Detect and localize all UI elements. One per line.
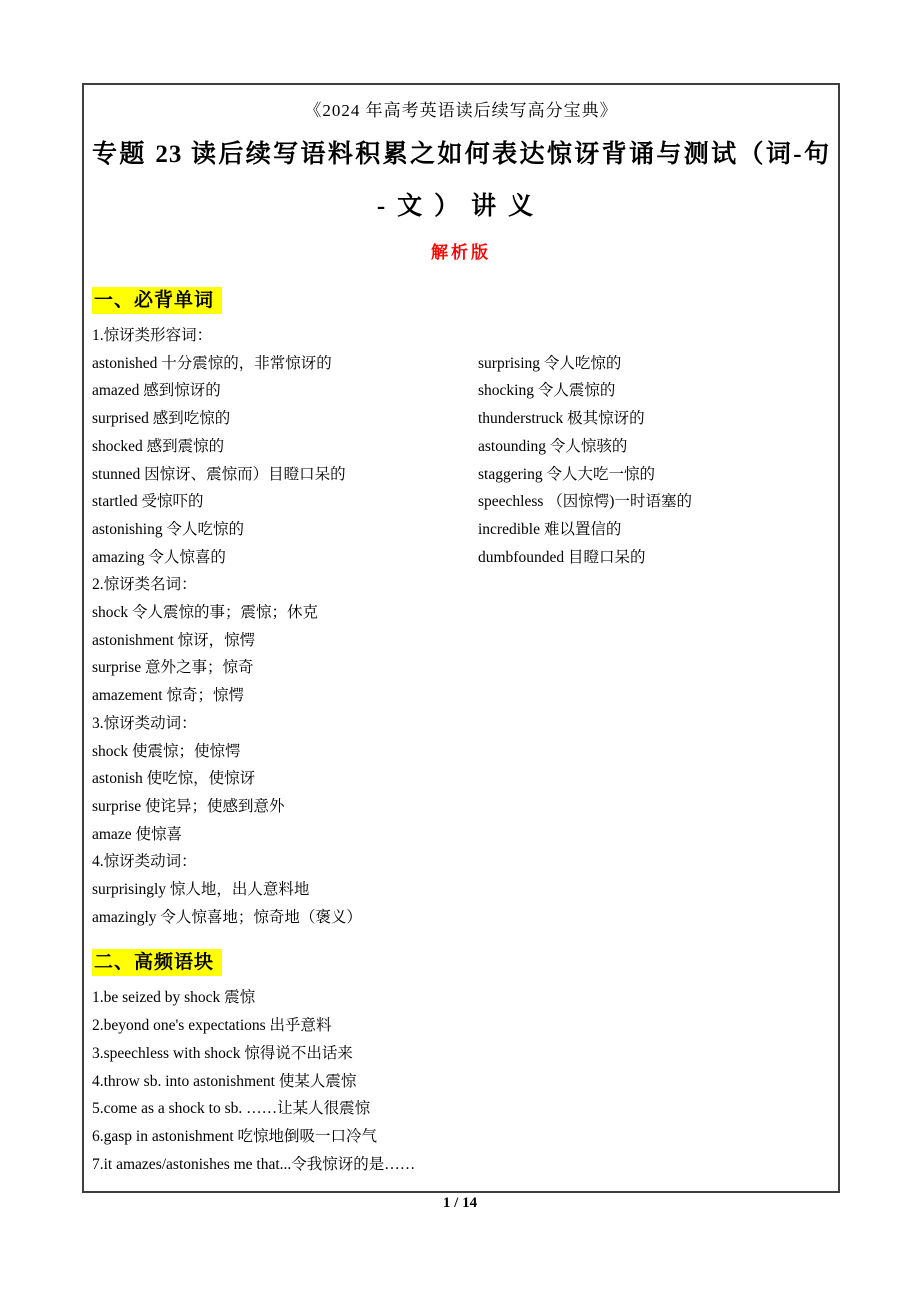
word-row bbox=[92, 571, 830, 599]
phrase-item: 1.be seized by shock 震惊 bbox=[92, 989, 256, 1007]
phrase-item: 3.speechless with shock 惊得说不出话来 bbox=[92, 1044, 353, 1062]
word-row bbox=[92, 516, 830, 544]
edition-label: 解析版 bbox=[431, 243, 491, 262]
word-cell-right: astounding 令人惊骇的 bbox=[478, 437, 628, 455]
word-cell-left: shocked 感到震惊的 bbox=[92, 437, 225, 455]
word-cell-left: surprise 使诧异；使感到意外 bbox=[92, 797, 285, 815]
word-row bbox=[92, 793, 830, 821]
word-cell-right bbox=[478, 682, 830, 710]
word-cell-right bbox=[478, 654, 830, 682]
word-cell-left: amazing 令人惊喜的 bbox=[92, 548, 226, 566]
main-title-line2: -文）讲义 bbox=[376, 193, 546, 220]
word-cell-right bbox=[478, 322, 830, 350]
word-row bbox=[92, 821, 830, 849]
word-cell-left: astonished 十分震惊的，非常惊讶的 bbox=[92, 354, 332, 372]
word-row bbox=[92, 627, 830, 655]
word-cell-left: startled 受惊吓的 bbox=[92, 493, 204, 511]
word-cell-left: 1.惊讶类形容词： bbox=[92, 327, 213, 344]
word-row bbox=[92, 682, 830, 710]
word-cell-left: shock 使震惊；使惊愕 bbox=[92, 742, 241, 760]
word-row bbox=[92, 848, 830, 876]
word-cell-left: shock 令人震惊的事；震惊；休克 bbox=[92, 604, 319, 622]
page-number: 1 / 14 bbox=[442, 1195, 478, 1211]
word-row bbox=[92, 738, 830, 766]
word-list bbox=[92, 322, 830, 931]
word-cell-left: astonishment 惊讶，惊愕 bbox=[92, 631, 256, 649]
booklet-title: 《2024 年高考英语读后续写高分宝典》 bbox=[304, 101, 618, 120]
phrase-item: 7.it amazes/astonishes me that...令我惊讶的是…… bbox=[92, 1155, 416, 1173]
phrase-item: 4.throw sb. into astonishment 使某人震惊 bbox=[92, 1072, 357, 1090]
phrase-item: 2.beyond one's expectations 出乎意料 bbox=[92, 1017, 332, 1035]
word-row bbox=[92, 350, 830, 378]
word-cell-left: surprised 感到吃惊的 bbox=[92, 410, 231, 428]
document-body bbox=[82, 83, 840, 1193]
word-row bbox=[92, 405, 830, 433]
word-cell-left: amazement 惊奇；惊愕 bbox=[92, 687, 244, 705]
word-cell-right: thunderstruck 极其惊讶的 bbox=[478, 410, 645, 428]
word-cell-right: speechless （因惊愕)一时语塞的 bbox=[478, 493, 692, 511]
word-cell-right: incredible 难以置信的 bbox=[478, 520, 622, 538]
word-cell-right bbox=[478, 738, 830, 766]
word-cell-right bbox=[478, 627, 830, 655]
word-row bbox=[92, 599, 830, 627]
section-heading-words-label: 一、必背单词 bbox=[92, 287, 222, 314]
word-row bbox=[92, 904, 830, 932]
word-cell-right: shocking 令人震惊的 bbox=[478, 382, 616, 400]
section-heading-phrases bbox=[92, 949, 830, 976]
word-row bbox=[92, 654, 830, 682]
word-cell-left: astonishing 令人吃惊的 bbox=[92, 520, 244, 538]
word-cell-left: 2.惊讶类名词： bbox=[92, 576, 197, 594]
section-heading-phrases-label: 二、高频语块 bbox=[92, 949, 222, 976]
phrase-item: 5.come as a shock to sb. ……让某人很震惊 bbox=[92, 1100, 371, 1118]
word-cell-right bbox=[478, 848, 830, 876]
word-cell-left: astonish 使吃惊，使惊讶 bbox=[92, 770, 256, 788]
word-row bbox=[92, 765, 830, 793]
word-cell-left: amaze 使惊喜 bbox=[92, 825, 182, 843]
phrase-item: 6.gasp in astonishment 吃惊地倒吸一口冷气 bbox=[92, 1127, 378, 1145]
word-cell-left: surprisingly 惊人地，出人意料地 bbox=[92, 881, 310, 899]
word-cell-left: 3.惊讶类动词： bbox=[92, 714, 197, 732]
word-row bbox=[92, 710, 830, 738]
main-title-line1: 专题 23 读后续写语料积累之如何表达惊讶背诵与测试（词-句 bbox=[92, 141, 830, 168]
word-cell-right: dumbfounded 目瞪口呆的 bbox=[478, 548, 646, 566]
word-row bbox=[92, 876, 830, 904]
main-title bbox=[92, 129, 830, 233]
word-cell-right bbox=[478, 876, 830, 904]
word-row bbox=[92, 461, 830, 489]
word-cell-right: staggering 令人大吃一惊的 bbox=[478, 465, 655, 483]
word-row bbox=[92, 377, 830, 405]
word-row bbox=[92, 544, 830, 572]
word-cell-right bbox=[478, 904, 830, 932]
word-cell-right bbox=[478, 599, 830, 627]
section-heading-words bbox=[92, 287, 830, 314]
word-cell-right bbox=[478, 571, 830, 599]
word-cell-right: surprising 令人吃惊的 bbox=[478, 354, 622, 372]
word-cell-left: stunned 因惊讶、震惊而）目瞪口呆的 bbox=[92, 465, 346, 483]
word-cell-right bbox=[478, 793, 830, 821]
word-row bbox=[92, 433, 830, 461]
word-cell-right bbox=[478, 710, 830, 738]
word-cell-right bbox=[478, 821, 830, 849]
word-row bbox=[92, 322, 830, 350]
word-cell-left: 4.惊讶类动词： bbox=[92, 853, 197, 871]
word-cell-right bbox=[478, 765, 830, 793]
word-cell-left: surprise 意外之事；惊奇 bbox=[92, 659, 254, 677]
word-row bbox=[92, 488, 830, 516]
word-cell-left: amazingly 令人惊喜地；惊奇地（褒义） bbox=[92, 908, 362, 926]
word-cell-left: amazed 感到惊讶的 bbox=[92, 382, 221, 400]
phrase-list bbox=[92, 984, 830, 1178]
